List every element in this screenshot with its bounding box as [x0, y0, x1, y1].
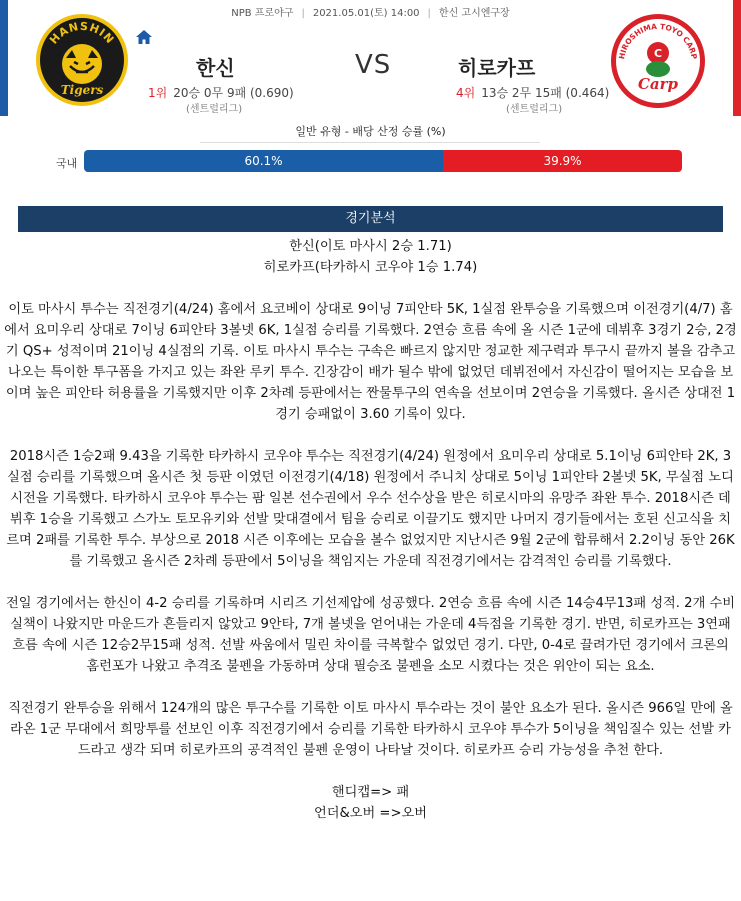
away-pitcher: 히로카프(타카하시 코우야 1승 1.74)	[263, 260, 478, 275]
away-record-text: 13승 2무 15패 (0.464)	[481, 86, 610, 100]
away-team-record	[456, 84, 609, 101]
home-icon[interactable]	[136, 30, 152, 44]
away-team-name[interactable]: 히로카프	[458, 56, 536, 80]
stadium-label: 한신 고시엔구장	[438, 8, 510, 19]
odds-title: 일반 유형 - 배당 산정 승률 (%)	[295, 125, 446, 138]
odds-row-label: 국내	[56, 157, 78, 170]
home-team-record	[148, 84, 294, 101]
home-league: (센트럴리그)	[186, 104, 243, 115]
home-team-logo	[36, 14, 128, 106]
away-logo-subtext: Carp	[637, 75, 679, 93]
home-win-rate-bar: 60.1%	[84, 150, 443, 172]
league-label: NPB 프로야구	[231, 8, 294, 19]
divider	[200, 142, 540, 143]
away-league: (센트럴리그)	[506, 104, 563, 115]
analysis-header: 경기분석	[18, 206, 723, 232]
away-win-rate-bar: 39.9%	[443, 150, 682, 172]
analysis-paragraph: 2018시즌 1승2패 9.43을 기록한 타카하시 코우야 투수는 직전경기(4/24) 원정에서 요미우리 상대로 5.1이닝 6피안타 2K, 3실점 승리를 기록했으며 올시즌 첫 등판 이였던 이전경기(4/18) 원정에서 주니치 상대로 5이닝 1피안타 2볼넷 5K, 무실점 노디시전을 기록했다. 타카하시 코우야 투수는 팜 일본 선수권에서 우수 선수상을 받은 히로시마의 유망주 좌완 투수. 2018시즌 데뷔후 1승을 기록했고 스가노 토모유키와 선발 맞대결에서 팀을 승리로 이끌기도 했지만 나머지 경기들에서는 호된 신고식을 치르며 2패를 기록한 투수. 부상으로 2018 시즌 이후에는 모습을 볼수 없었지만 지난시즌 9월 2군에 합류해서 2.2이닝 동안 26K를 기록했고 올시즌 2차례 등판에서 5이닝을 책임지는 가운데 직전경기에서는 감격적인 승리를 기록했다.	[6, 449, 735, 569]
home-pitcher: 한신(이토 마사시 2승 1.71)	[289, 239, 452, 254]
handicap-pick: 핸디캡=> 패	[331, 785, 410, 800]
away-rank: 4위	[456, 86, 476, 100]
home-team-name[interactable]: 한신	[196, 56, 235, 80]
away-logo-text: HIROSHIMA TOYO CARP	[617, 21, 699, 60]
away-team-logo	[611, 14, 705, 108]
analysis-paragraph: 이토 마사시 투수는 직전경기(4/24) 홈에서 요코베이 상대로 9이닝 7피안타 5K, 1실점 완투승을 기록했으며 이전경기(4/7) 홈에서 요미우리 상대로 7이닝 6피안타 3볼넷 6K, 1실점 승리를 기록했다. 2연승 흐름 속에 올 시즌 1군에 데뷔후 3경기 2승, 2경기 QS+ 성적이며 21이닝 4실점의 기록. 이토 마사시 투수는 구속은 빠르지 않지만 정교한 제구력과 투구시 끝까지 볼을 감추고 나오는 특이한 투구폼을 가지고 있는 좌완 루키 투수. 긴장감이 배가 될수 밖에 없었던 데뷔전에서 자신감이 떨어지는 모습을 보이며 높은 피안타 허용률을 기록했지만 이후 2차례 등판에서는 짠물투구의 연속을 선보이며 2연승을 기록했다. 올시즌 상대전 1경기 승패없이 3.60 기록이 있다.	[4, 302, 737, 422]
carp-logo-icon	[616, 19, 700, 103]
analysis-paragraph: 전일 경기에서는 한신이 4-2 승리를 기록하며 시리즈 기선제압에 성공했다. 2연승 흐름 속에 시즌 14승4무13패 성적. 2개 수비 실책이 나왔지만 마운드가 흔들리지 않았고 9안타, 7개 볼넷을 얻어내는 가운데 4득점을 기록한 경기. 반면, 히로카프는 3연패 흐름 속에 시즌 12승2무15패 성적. 선발 싸움에서 밀린 차이를 극복할수 없었던 경기. 다만, 0-4로 끌려가던 경기에서 크론의 홈런포가 나왔고 추격조 불펜을 가동하며 상대 필승조 불펜을 소모 시켰다는 것은 위안이 되는 요소.	[6, 596, 735, 674]
home-record-text: 20승 0무 9패 (0.690)	[173, 86, 294, 100]
match-datetime: 2021.05.01(토) 14:00	[312, 8, 420, 19]
home-logo-subtext: Tigers	[60, 83, 104, 97]
home-logo-text: HANSHIN	[47, 19, 117, 47]
meta-separator: |	[301, 8, 305, 19]
analysis-paragraph: 직전경기 완투승을 위해서 124개의 많은 투구수를 기록한 이토 마사시 투수라는 것이 불안 요소가 된다. 올시즌 966일 만에 올라온 1군 무대에서 희망투를 선보인 이후 직전경기에서 승리를 기록한 타카하시 코우야 투수가 5이닝을 책임질수 있는 선발 카드라고 생각 되며 히로카프의 공격적인 불펜 운영이 나타날 것이다. 히로카프 승리 가능성을 추천 한다.	[8, 701, 733, 758]
vs-label: VS	[355, 50, 392, 80]
underover-pick: 언더&오버 =>오버	[313, 806, 427, 821]
analysis-content	[4, 236, 737, 824]
match-meta	[0, 4, 741, 19]
tiger-logo-icon	[40, 18, 124, 102]
svg-text:HANSHIN	[47, 20, 117, 47]
home-rank: 1위	[148, 86, 168, 100]
svg-text:C: C	[653, 47, 663, 60]
meta-separator: |	[427, 8, 431, 19]
